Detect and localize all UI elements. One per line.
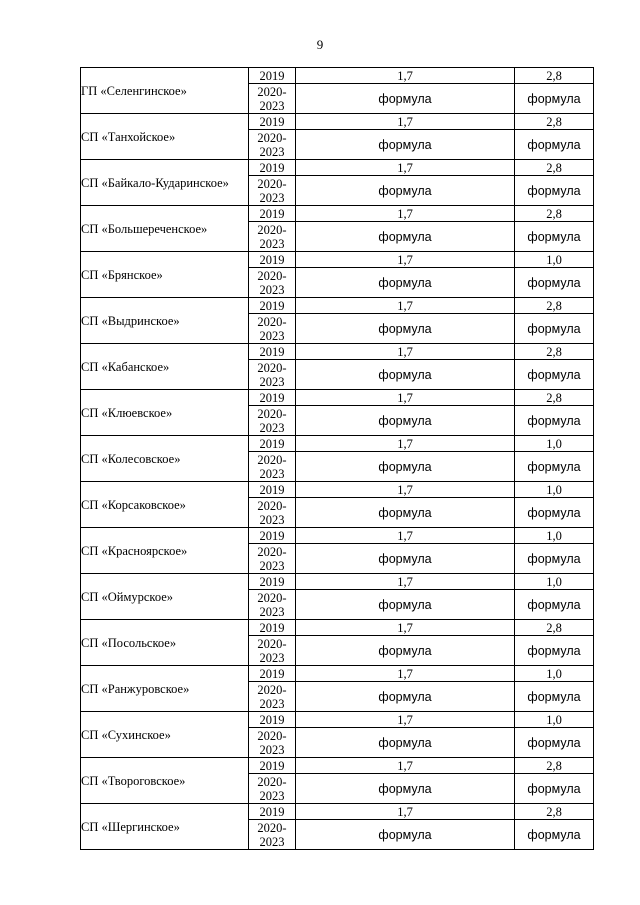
year-range-start: 2020- bbox=[257, 222, 287, 237]
year-range-end: 2023 bbox=[259, 650, 285, 665]
year-cell: 2019 bbox=[249, 160, 296, 176]
year-range-end: 2023 bbox=[259, 604, 285, 619]
value-cell-1: 1,7 bbox=[296, 804, 515, 820]
year-range-end: 2023 bbox=[259, 144, 285, 159]
year-range-start: 2020- bbox=[257, 130, 287, 145]
value-cell-1: 1,7 bbox=[296, 114, 515, 130]
table-row bbox=[81, 804, 594, 820]
year-range-end: 2023 bbox=[259, 190, 285, 205]
formula-cell-2: формула bbox=[515, 498, 594, 528]
formula-cell-2: формула bbox=[515, 544, 594, 574]
settlement-name: СП «Сухинское» bbox=[81, 712, 249, 758]
year-range-start: 2020- bbox=[257, 682, 287, 697]
year-range-start: 2020- bbox=[257, 406, 287, 421]
year-range-cell bbox=[249, 820, 296, 850]
year-range-end: 2023 bbox=[259, 512, 285, 527]
table-body bbox=[81, 68, 594, 850]
formula-cell-2: формула bbox=[515, 130, 594, 160]
table-row bbox=[81, 298, 594, 314]
year-range-cell bbox=[249, 84, 296, 114]
settlement-name: СП «Ранжуровское» bbox=[81, 666, 249, 712]
formula-cell-1: формула bbox=[296, 130, 515, 160]
table-row bbox=[81, 252, 594, 268]
year-cell: 2019 bbox=[249, 436, 296, 452]
year-range-start: 2020- bbox=[257, 636, 287, 651]
table-row bbox=[81, 620, 594, 636]
year-cell: 2019 bbox=[249, 114, 296, 130]
year-cell: 2019 bbox=[249, 758, 296, 774]
formula-cell-1: формула bbox=[296, 360, 515, 390]
value-cell-1: 1,7 bbox=[296, 436, 515, 452]
year-cell: 2019 bbox=[249, 666, 296, 682]
year-range-end: 2023 bbox=[259, 742, 285, 757]
settlement-name: СП «Оймурское» bbox=[81, 574, 249, 620]
year-range-start: 2020- bbox=[257, 452, 287, 467]
year-range-cell bbox=[249, 682, 296, 712]
formula-cell-2: формула bbox=[515, 774, 594, 804]
year-range-start: 2020- bbox=[257, 314, 287, 329]
year-cell: 2019 bbox=[249, 252, 296, 268]
formula-cell-2: формула bbox=[515, 176, 594, 206]
table-row bbox=[81, 758, 594, 774]
formula-cell-2: формула bbox=[515, 682, 594, 712]
settlement-name: СП «Посольское» bbox=[81, 620, 249, 666]
value-cell-1: 1,7 bbox=[296, 574, 515, 590]
settlements-table bbox=[80, 67, 594, 850]
formula-cell-1: формула bbox=[296, 544, 515, 574]
settlement-name: СП «Красноярское» bbox=[81, 528, 249, 574]
value-cell-2: 2,8 bbox=[515, 206, 594, 222]
settlement-name: СП «Колесовское» bbox=[81, 436, 249, 482]
value-cell-2: 2,8 bbox=[515, 68, 594, 84]
value-cell-2: 1,0 bbox=[515, 666, 594, 682]
year-range-start: 2020- bbox=[257, 84, 287, 99]
year-range-end: 2023 bbox=[259, 834, 285, 849]
formula-cell-1: формула bbox=[296, 728, 515, 758]
value-cell-1: 1,7 bbox=[296, 68, 515, 84]
year-range-end: 2023 bbox=[259, 788, 285, 803]
formula-cell-1: формула bbox=[296, 682, 515, 712]
year-range-cell bbox=[249, 728, 296, 758]
year-range-cell bbox=[249, 636, 296, 666]
year-range-cell bbox=[249, 406, 296, 436]
formula-cell-2: формула bbox=[515, 314, 594, 344]
year-cell: 2019 bbox=[249, 482, 296, 498]
value-cell-1: 1,7 bbox=[296, 206, 515, 222]
value-cell-2: 1,0 bbox=[515, 712, 594, 728]
year-range-start: 2020- bbox=[257, 774, 287, 789]
year-range-start: 2020- bbox=[257, 820, 287, 835]
formula-cell-2: формула bbox=[515, 820, 594, 850]
value-cell-1: 1,7 bbox=[296, 620, 515, 636]
formula-cell-2: формула bbox=[515, 406, 594, 436]
formula-cell-2: формула bbox=[515, 268, 594, 298]
year-range-cell bbox=[249, 176, 296, 206]
year-range-start: 2020- bbox=[257, 590, 287, 605]
settlement-name: СП «Байкало-Кударинское» bbox=[81, 160, 249, 206]
value-cell-1: 1,7 bbox=[296, 666, 515, 682]
year-range-end: 2023 bbox=[259, 282, 285, 297]
year-cell: 2019 bbox=[249, 206, 296, 222]
value-cell-1: 1,7 bbox=[296, 482, 515, 498]
table-row bbox=[81, 436, 594, 452]
year-cell: 2019 bbox=[249, 574, 296, 590]
settlement-name: СП «Клюевское» bbox=[81, 390, 249, 436]
value-cell-2: 1,0 bbox=[515, 482, 594, 498]
value-cell-1: 1,7 bbox=[296, 160, 515, 176]
year-range-end: 2023 bbox=[259, 374, 285, 389]
year-cell: 2019 bbox=[249, 712, 296, 728]
year-range-cell bbox=[249, 314, 296, 344]
settlement-name: СП «Корсаковское» bbox=[81, 482, 249, 528]
year-range-end: 2023 bbox=[259, 236, 285, 251]
year-range-end: 2023 bbox=[259, 696, 285, 711]
table-row bbox=[81, 206, 594, 222]
year-cell: 2019 bbox=[249, 390, 296, 406]
year-cell: 2019 bbox=[249, 620, 296, 636]
value-cell-2: 1,0 bbox=[515, 252, 594, 268]
table-row bbox=[81, 666, 594, 682]
formula-cell-1: формула bbox=[296, 452, 515, 482]
settlement-name: СП «Шергинское» bbox=[81, 804, 249, 850]
formula-cell-1: формула bbox=[296, 84, 515, 114]
formula-cell-1: формула bbox=[296, 268, 515, 298]
formula-cell-2: формула bbox=[515, 452, 594, 482]
year-cell: 2019 bbox=[249, 528, 296, 544]
table-row bbox=[81, 390, 594, 406]
year-range-start: 2020- bbox=[257, 498, 287, 513]
value-cell-2: 1,0 bbox=[515, 574, 594, 590]
table-row bbox=[81, 574, 594, 590]
formula-cell-1: формула bbox=[296, 774, 515, 804]
year-range-start: 2020- bbox=[257, 544, 287, 559]
year-range-start: 2020- bbox=[257, 268, 287, 283]
value-cell-2: 2,8 bbox=[515, 804, 594, 820]
settlement-name: СП «Выдринское» bbox=[81, 298, 249, 344]
value-cell-1: 1,7 bbox=[296, 528, 515, 544]
formula-cell-1: формула bbox=[296, 406, 515, 436]
formula-cell-2: формула bbox=[515, 728, 594, 758]
year-cell: 2019 bbox=[249, 804, 296, 820]
value-cell-2: 2,8 bbox=[515, 344, 594, 360]
value-cell-1: 1,7 bbox=[296, 390, 515, 406]
year-range-end: 2023 bbox=[259, 558, 285, 573]
year-range-end: 2023 bbox=[259, 328, 285, 343]
year-range-cell bbox=[249, 268, 296, 298]
value-cell-1: 1,7 bbox=[296, 758, 515, 774]
table-row bbox=[81, 482, 594, 498]
formula-cell-1: формула bbox=[296, 590, 515, 620]
year-range-cell bbox=[249, 774, 296, 804]
value-cell-2: 2,8 bbox=[515, 390, 594, 406]
formula-cell-1: формула bbox=[296, 314, 515, 344]
table-row bbox=[81, 344, 594, 360]
year-cell: 2019 bbox=[249, 344, 296, 360]
value-cell-2: 2,8 bbox=[515, 298, 594, 314]
value-cell-2: 2,8 bbox=[515, 160, 594, 176]
value-cell-1: 1,7 bbox=[296, 252, 515, 268]
year-range-start: 2020- bbox=[257, 728, 287, 743]
formula-cell-2: формула bbox=[515, 636, 594, 666]
value-cell-2: 2,8 bbox=[515, 620, 594, 636]
year-range-cell bbox=[249, 452, 296, 482]
year-range-start: 2020- bbox=[257, 176, 287, 191]
value-cell-2: 1,0 bbox=[515, 436, 594, 452]
page-number: 9 bbox=[316, 37, 324, 52]
table-row bbox=[81, 114, 594, 130]
value-cell-2: 2,8 bbox=[515, 758, 594, 774]
year-range-start: 2020- bbox=[257, 360, 287, 375]
year-range-cell bbox=[249, 544, 296, 574]
value-cell-1: 1,7 bbox=[296, 712, 515, 728]
formula-cell-1: формула bbox=[296, 176, 515, 206]
formula-cell-2: формула bbox=[515, 84, 594, 114]
formula-cell-2: формула bbox=[515, 590, 594, 620]
value-cell-1: 1,7 bbox=[296, 298, 515, 314]
settlement-name: СП «Большереченское» bbox=[81, 206, 249, 252]
settlement-name: СП «Твороговское» bbox=[81, 758, 249, 804]
table-row bbox=[81, 528, 594, 544]
table-row bbox=[81, 68, 594, 84]
table-row bbox=[81, 160, 594, 176]
year-range-end: 2023 bbox=[259, 420, 285, 435]
year-range-end: 2023 bbox=[259, 98, 285, 113]
year-range-cell bbox=[249, 498, 296, 528]
formula-cell-1: формула bbox=[296, 636, 515, 666]
year-range-cell bbox=[249, 590, 296, 620]
value-cell-2: 1,0 bbox=[515, 528, 594, 544]
formula-cell-2: формула bbox=[515, 222, 594, 252]
year-range-cell bbox=[249, 130, 296, 160]
year-range-cell bbox=[249, 360, 296, 390]
settlement-name: СП «Танхойское» bbox=[81, 114, 249, 160]
year-cell: 2019 bbox=[249, 68, 296, 84]
year-cell: 2019 bbox=[249, 298, 296, 314]
year-range-end: 2023 bbox=[259, 466, 285, 481]
settlement-name: СП «Кабанское» bbox=[81, 344, 249, 390]
formula-cell-1: формула bbox=[296, 222, 515, 252]
year-range-cell bbox=[249, 222, 296, 252]
formula-cell-2: формула bbox=[515, 360, 594, 390]
formula-cell-1: формула bbox=[296, 820, 515, 850]
settlement-name: ГП «Селенгинское» bbox=[81, 68, 249, 114]
value-cell-1: 1,7 bbox=[296, 344, 515, 360]
formula-cell-1: формула bbox=[296, 498, 515, 528]
settlement-name: СП «Брянское» bbox=[81, 252, 249, 298]
value-cell-2: 2,8 bbox=[515, 114, 594, 130]
table-row bbox=[81, 712, 594, 728]
